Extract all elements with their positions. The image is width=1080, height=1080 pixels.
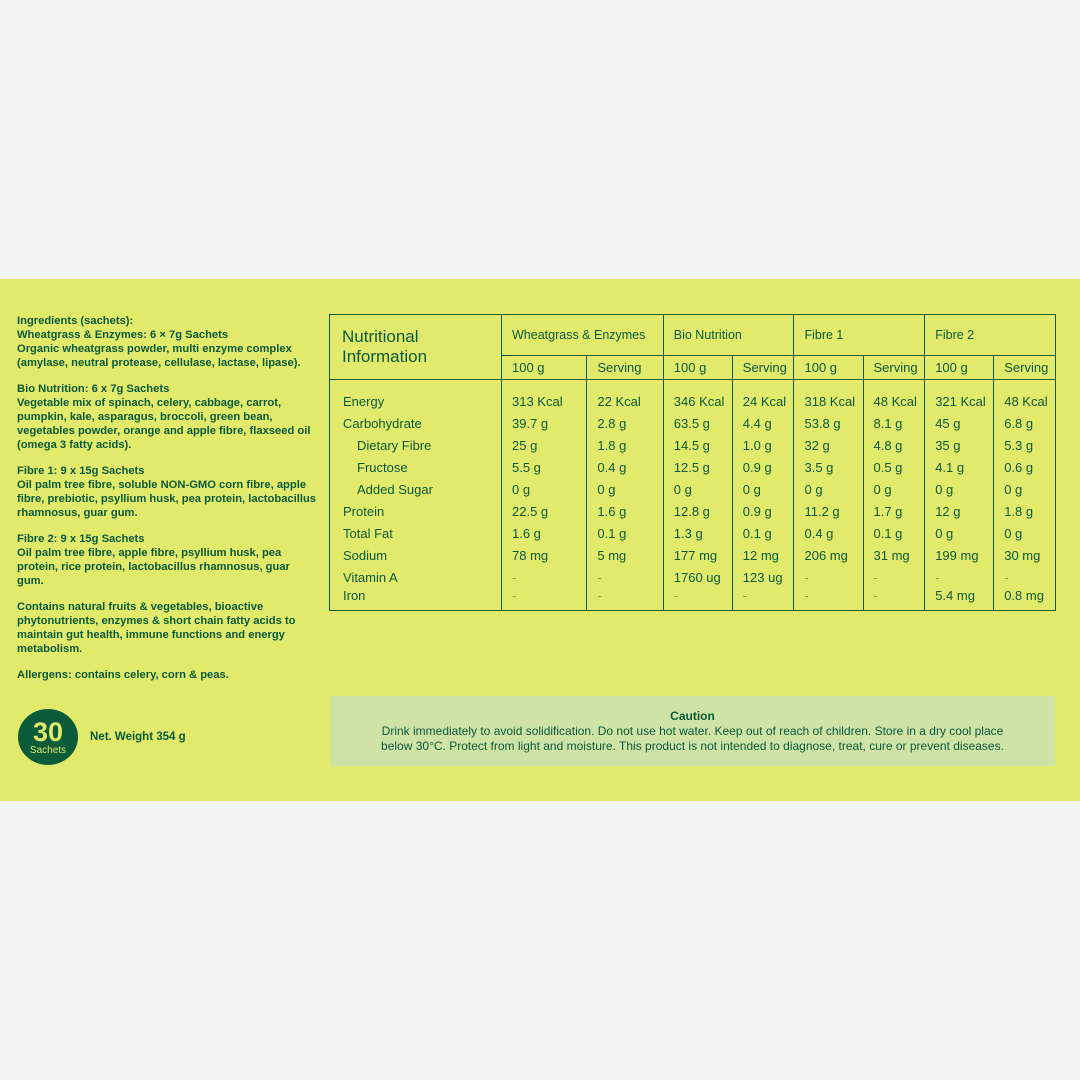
table-row xyxy=(330,588,1056,611)
sub-header: 100 g xyxy=(925,356,994,380)
spacer-row xyxy=(330,380,1056,391)
nutrient-name: Energy xyxy=(343,393,385,409)
sachet-unit: Sachets xyxy=(29,744,67,756)
nutrient-value: 206 mg xyxy=(794,544,863,566)
nutrient-value: 24 Kcal xyxy=(732,390,794,412)
nutrient-value: 63.5 g xyxy=(663,412,732,434)
nutrient-value: 12 g xyxy=(925,500,994,522)
caution-line-1: Drink immediately to avoid solidification. Do not use hot water. Keep out of reach of children. Store in a dry cool place xyxy=(381,724,1004,738)
wheatgrass-desc: Organic wheatgrass powder, multi enzyme complex (amylase, neutral protease, cellulase, lactase, lipase). xyxy=(17,343,301,369)
table-row xyxy=(330,544,1056,566)
caution-box xyxy=(330,696,1055,766)
product-header: Wheatgrass & Enzymes xyxy=(502,315,664,356)
nutrient-name: Carbohydrate xyxy=(343,415,422,431)
nutrient-value: 0 g xyxy=(587,478,663,500)
nutrient-value: 0.4 g xyxy=(587,456,663,478)
nutrient-value: 4.1 g xyxy=(925,456,994,478)
nutrient-value: 318 Kcal xyxy=(794,390,863,412)
nutrient-value: 0 g xyxy=(925,478,994,500)
nutrient-value: 5.5 g xyxy=(502,456,587,478)
sub-header: 100 g xyxy=(663,356,732,380)
nutrient-value: 1.6 g xyxy=(502,522,587,544)
nutrient-value: 321 Kcal xyxy=(925,390,994,412)
nutrient-value: 48 Kcal xyxy=(863,390,925,412)
nutrient-value: 0.1 g xyxy=(587,522,663,544)
nutrient-value: 0.8 mg xyxy=(994,588,1056,611)
nutrient-name: Sodium xyxy=(343,547,388,563)
caution-title: Caution xyxy=(670,709,715,723)
nutrient-value: 199 mg xyxy=(925,544,994,566)
nutrient-value: 3.5 g xyxy=(794,456,863,478)
allergens-heading: Allergens: xyxy=(17,669,72,681)
net-weight: Net. Weight 354 g xyxy=(90,731,186,743)
nutrient-value: - xyxy=(863,588,925,611)
nutrient-value: 39.7 g xyxy=(502,412,587,434)
nutrient-value: 1.7 g xyxy=(863,500,925,522)
table-row xyxy=(330,434,1056,456)
nutrient-value: 22 Kcal xyxy=(587,390,663,412)
nutrient-value: - xyxy=(994,566,1056,588)
nutrient-value: 0.1 g xyxy=(732,522,794,544)
nutrient-value: 30 mg xyxy=(994,544,1056,566)
nutrient-value: 0 g xyxy=(994,522,1056,544)
product-header: Fibre 1 xyxy=(794,315,925,356)
fibre1-block xyxy=(17,464,317,520)
fibre2-heading: Fibre 2: xyxy=(17,533,58,545)
table-row xyxy=(330,412,1056,434)
allergens-text: contains celery, corn & peas. xyxy=(74,669,229,681)
nutrient-value: 1.0 g xyxy=(732,434,794,456)
product-label-panel xyxy=(0,279,1080,801)
nutrient-value: - xyxy=(732,588,794,611)
product-header-row xyxy=(330,315,1056,356)
nutrient-value: 45 g xyxy=(925,412,994,434)
allergens-block xyxy=(17,668,317,682)
badge-row xyxy=(18,709,186,765)
nutrient-value: - xyxy=(663,588,732,611)
nutrient-value: 123 ug xyxy=(732,566,794,588)
table-row xyxy=(330,522,1056,544)
sub-header: Serving xyxy=(587,356,663,380)
sub-header: Serving xyxy=(732,356,794,380)
bio-count: 6 x 7g Sachets xyxy=(91,383,170,395)
product-header: Fibre 2 xyxy=(925,315,1056,356)
fibre2-desc: Oil palm tree fibre, apple fibre, psyllium husk, pea protein, rice protein, lactobacillus rhamnosus, guar gum. xyxy=(17,547,290,587)
fibre1-desc: Oil palm tree fibre, soluble NON-GMO corn fibre, apple fibre, prebiotic, psyllium husk, pea protein, lactobacillus rhamnosus, guar gum. xyxy=(17,479,317,519)
nutrient-value: - xyxy=(587,566,663,588)
nutrient-value: 48 Kcal xyxy=(994,390,1056,412)
fibre2-block xyxy=(17,532,317,588)
sub-header: 100 g xyxy=(794,356,863,380)
nutrient-value: 53.8 g xyxy=(794,412,863,434)
nutrient-value: 8.1 g xyxy=(863,412,925,434)
nutrient-name: Added Sugar xyxy=(357,481,433,497)
ingredients-heading: Ingredients (sachets): xyxy=(17,315,134,327)
table-row xyxy=(330,478,1056,500)
fibre1-count: 9 x 15g Sachets xyxy=(60,465,145,477)
nutrient-value: 0.6 g xyxy=(994,456,1056,478)
sub-header: Serving xyxy=(994,356,1056,380)
nutrient-value: 4.8 g xyxy=(863,434,925,456)
nutrient-value: 0.9 g xyxy=(732,456,794,478)
nutrient-value: 1.3 g xyxy=(663,522,732,544)
nutrient-value: 0 g xyxy=(732,478,794,500)
product-header: Bio Nutrition xyxy=(663,315,794,356)
nutrient-name: Total Fat xyxy=(343,525,393,541)
nutrient-value: 0 g xyxy=(794,478,863,500)
sachet-count: 30 xyxy=(32,716,64,747)
nutrient-value: 0.5 g xyxy=(863,456,925,478)
nutrient-value: 12 mg xyxy=(732,544,794,566)
nutrient-value: 0 g xyxy=(994,478,1056,500)
nutrient-name: Protein xyxy=(343,503,385,519)
nutrient-value: 14.5 g xyxy=(663,434,732,456)
nutrient-value: 4.4 g xyxy=(732,412,794,434)
nutrient-value: 5.3 g xyxy=(994,434,1056,456)
wheatgrass-block xyxy=(17,314,317,370)
ingredients-column xyxy=(17,314,317,694)
nutrient-value: 0 g xyxy=(663,478,732,500)
nutrient-value: 0.9 g xyxy=(732,500,794,522)
table-row xyxy=(330,456,1056,478)
nutrient-value: - xyxy=(925,566,994,588)
nutrient-name: Dietary Fibre xyxy=(357,437,432,453)
fibre1-heading: Fibre 1: xyxy=(17,465,58,477)
bio-desc: Vegetable mix of spinach, celery, cabbage, carrot, pumpkin, kale, asparagus, broccoli, green bean, vegetables powder, orange and apple fibre, flaxseed oil (omega 3 fatty acids). xyxy=(17,397,311,451)
nutrient-value: - xyxy=(863,566,925,588)
nutrient-value: 22.5 g xyxy=(502,500,587,522)
contains-text: Contains natural fruits & vegetables, bioactive phytonutrients, enzymes & short chain fatty acids to maintain gut health, immune functions and energy metabolism. xyxy=(17,601,296,655)
sub-header: Serving xyxy=(863,356,925,380)
nutrient-value: 313 Kcal xyxy=(502,390,587,412)
nutrient-value: 35 g xyxy=(925,434,994,456)
nutrient-value: 12.5 g xyxy=(663,456,732,478)
nutrient-value: 1.6 g xyxy=(587,500,663,522)
nutrient-value: 0.1 g xyxy=(863,522,925,544)
bio-heading: Bio Nutrition: xyxy=(17,383,89,395)
nutrient-value: 1760 ug xyxy=(663,566,732,588)
nutrient-value: - xyxy=(794,588,863,611)
nutrient-value: 0 g xyxy=(863,478,925,500)
nutrient-value: 12.8 g xyxy=(663,500,732,522)
nutrient-value: 0 g xyxy=(502,478,587,500)
nutrient-value: 5.4 mg xyxy=(925,588,994,611)
sachet-count-badge xyxy=(18,709,78,765)
nutrient-value: 2.8 g xyxy=(587,412,663,434)
table-row xyxy=(330,500,1056,522)
fibre2-count: 9 x 15g Sachets xyxy=(60,533,145,545)
nutrient-value: 1.8 g xyxy=(994,500,1056,522)
bio-block xyxy=(17,382,317,452)
nutrient-value: - xyxy=(502,588,587,611)
table-row xyxy=(330,566,1056,588)
table-title: Nutritional Information xyxy=(330,315,502,380)
nutrient-value: 0.4 g xyxy=(794,522,863,544)
nutrient-value: 0 g xyxy=(925,522,994,544)
nutrient-name: Iron xyxy=(343,588,366,603)
nutrient-name: Fructose xyxy=(357,459,408,475)
nutrient-value: 346 Kcal xyxy=(663,390,732,412)
nutrient-value: 32 g xyxy=(794,434,863,456)
nutrient-value: 78 mg xyxy=(502,544,587,566)
nutrient-value: 5 mg xyxy=(587,544,663,566)
nutrient-value: 25 g xyxy=(502,434,587,456)
table-row xyxy=(330,390,1056,412)
nutrient-value: - xyxy=(794,566,863,588)
nutrition-table xyxy=(329,314,1056,611)
nutrient-value: 31 mg xyxy=(863,544,925,566)
sub-header: 100 g xyxy=(512,360,545,375)
caution-line-2: below 30°C. Protect from light and moisture. This product is not intended to diagnose, treat, cure or prevent diseases. xyxy=(381,739,1004,753)
nutrient-value: - xyxy=(587,588,663,611)
nutrient-value: 6.8 g xyxy=(994,412,1056,434)
nutrient-value: - xyxy=(502,566,587,588)
nutrient-value: 1.8 g xyxy=(587,434,663,456)
nutrient-value: 177 mg xyxy=(663,544,732,566)
nutrient-name: Vitamin A xyxy=(343,569,398,585)
nutrient-value: 11.2 g xyxy=(794,500,863,522)
wheatgrass-line: Wheatgrass & Enzymes: 6 × 7g Sachets xyxy=(17,329,229,341)
